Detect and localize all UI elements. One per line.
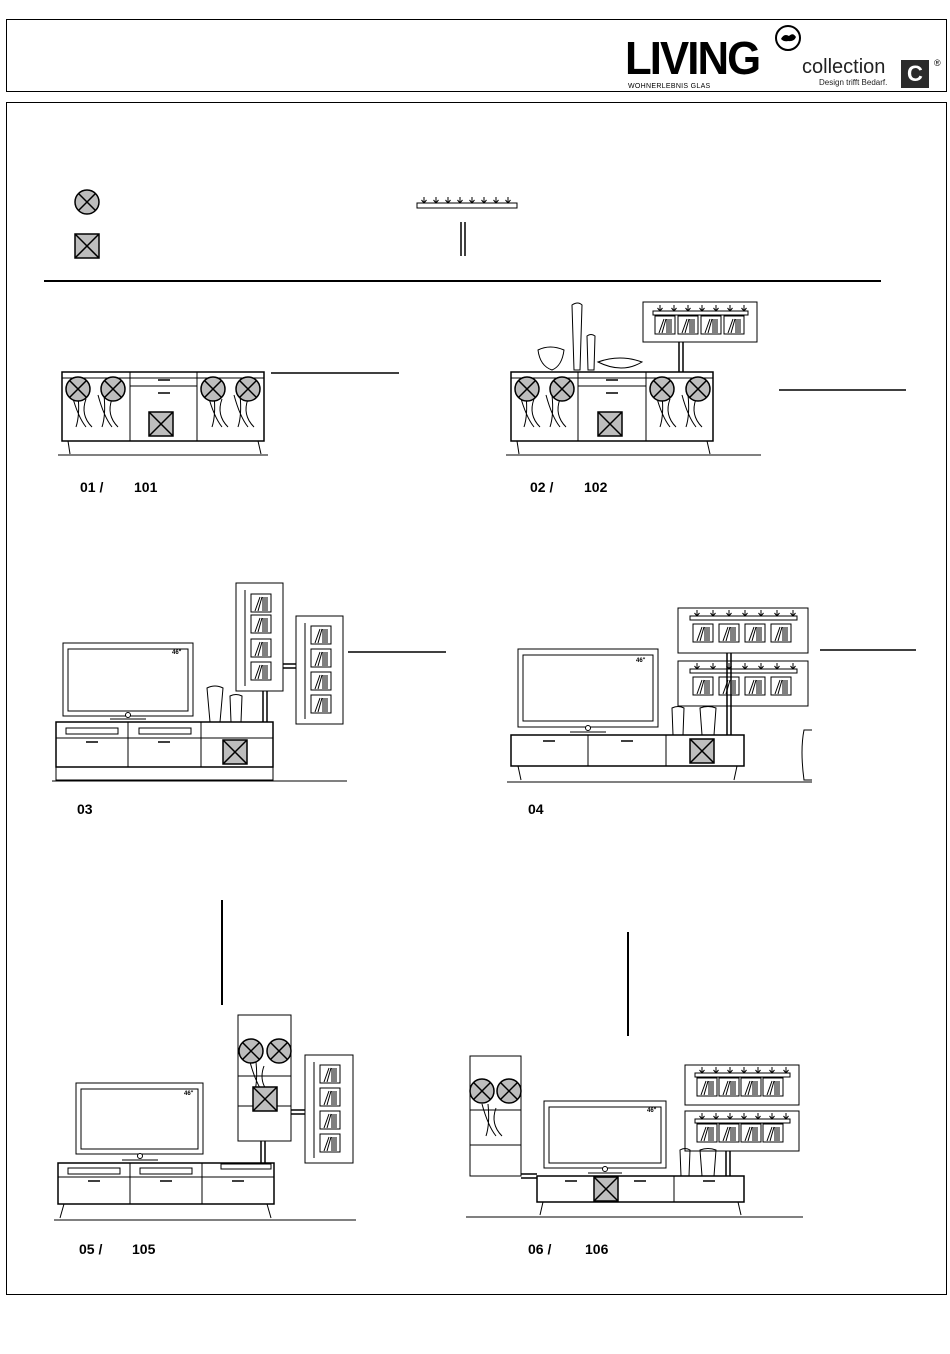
legend-glass-shelf-light-icon (75, 234, 99, 258)
config-06-alt: 106 (585, 1241, 609, 1257)
configuration-01-drawing (58, 372, 399, 455)
configuration-06-drawing (466, 932, 803, 1217)
config-02-number: 02 / (530, 479, 554, 495)
config-05-number: 05 / (79, 1241, 103, 1257)
configuration-02-drawing (506, 302, 906, 455)
configuration-04-drawing (507, 608, 916, 782)
config-03-number: 03 (77, 801, 93, 817)
legend-halogen-spot-icon (75, 190, 99, 214)
brand-tagline: Design trifft Bedarf. (819, 78, 888, 87)
config-04-number: 04 (528, 801, 544, 817)
configuration-03-drawing (52, 583, 446, 781)
config-02-alt: 102 (584, 479, 608, 495)
brand-c-mark: C (901, 60, 929, 88)
config-01-number: 01 / (80, 479, 104, 495)
legend-led-strip-icon (417, 197, 517, 208)
tv-size-03: 46" (172, 650, 182, 656)
brand-logo: LIVING (625, 32, 760, 84)
brand-collection: collection (802, 56, 886, 78)
brand-subline: WOHNERLEBNIS GLAS (628, 83, 711, 90)
tv-size-04: 46" (636, 658, 646, 664)
brand-registered: ® (934, 58, 941, 68)
tv-size-06: 46" (647, 1108, 657, 1114)
config-01-alt: 101 (134, 479, 158, 495)
config-05-alt: 105 (132, 1241, 156, 1257)
configuration-05-drawing (54, 900, 356, 1220)
tv-size-05: 46" (184, 1091, 194, 1097)
legend-rod-light-icon (461, 222, 465, 256)
config-06-number: 06 / (528, 1241, 552, 1257)
